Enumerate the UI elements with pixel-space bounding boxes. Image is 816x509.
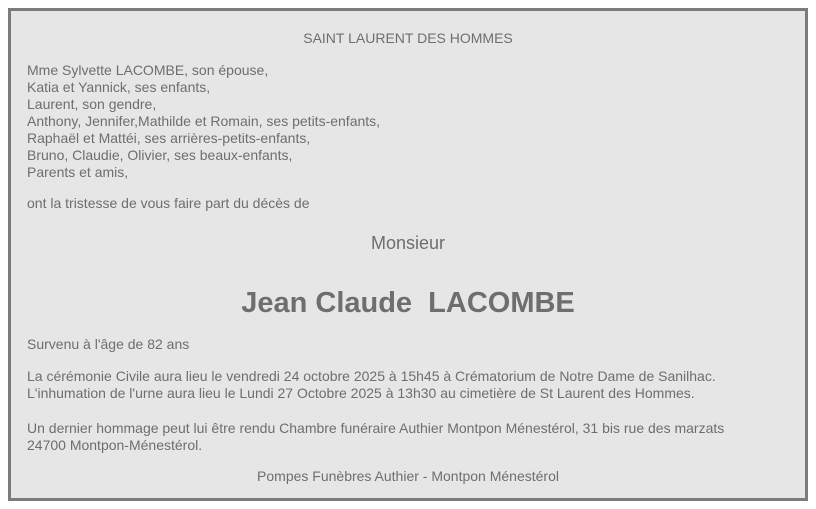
family-line: Mme Sylvette LACOMBE, son épouse, [27,62,269,78]
family-line: Bruno, Claudie, Olivier, ses beaux-enfants, [27,147,293,163]
tribute-line: Un dernier hommage peut lui être rendu Chambre funéraire Authier Montpon Ménestérol, 31 bis rue des marzats [27,420,725,436]
ceremony-details [27,368,787,402]
obituary-notice [8,8,808,501]
funeral-home-signature: Pompes Funèbres Authier - Montpon Ménestérol [257,468,559,484]
family-line: Anthony, Jennifer,Mathilde et Romain, ses petits-enfants, [27,113,381,129]
ceremony-line: La cérémonie Civile aura lieu le vendredi 24 octobre 2025 à 15h45 à Crématorium de Notre Dame de Sanilhac. [27,368,716,384]
tribute-address-line: 24700 Montpon-Ménestérol. [27,437,203,453]
burial-line: L'inhumation de l'urne aura lieu le Lundi 27 Octobre 2025 à 13h30 au cimetière de St Laurent des Hommes. [27,385,695,401]
announcement-intro: ont la tristesse de vous faire part du décès de [27,195,310,211]
family-line: Katia et Yannick, ses enfants, [27,79,211,95]
civility-title: Monsieur [370,233,446,253]
age-line: Survenu à l'âge de 82 ans [27,336,190,352]
family-line: Parents et amis, [27,164,129,180]
family-line: Laurent, son gendre, [27,96,157,112]
tribute-details [27,420,787,454]
family-list [27,62,380,181]
deceased-name: Jean Claude LACOMBE [241,287,575,319]
town-heading: SAINT LAURENT DES HOMMES [303,30,513,46]
family-line: Raphaël et Mattéi, ses arrières-petits-enfants, [27,130,311,146]
